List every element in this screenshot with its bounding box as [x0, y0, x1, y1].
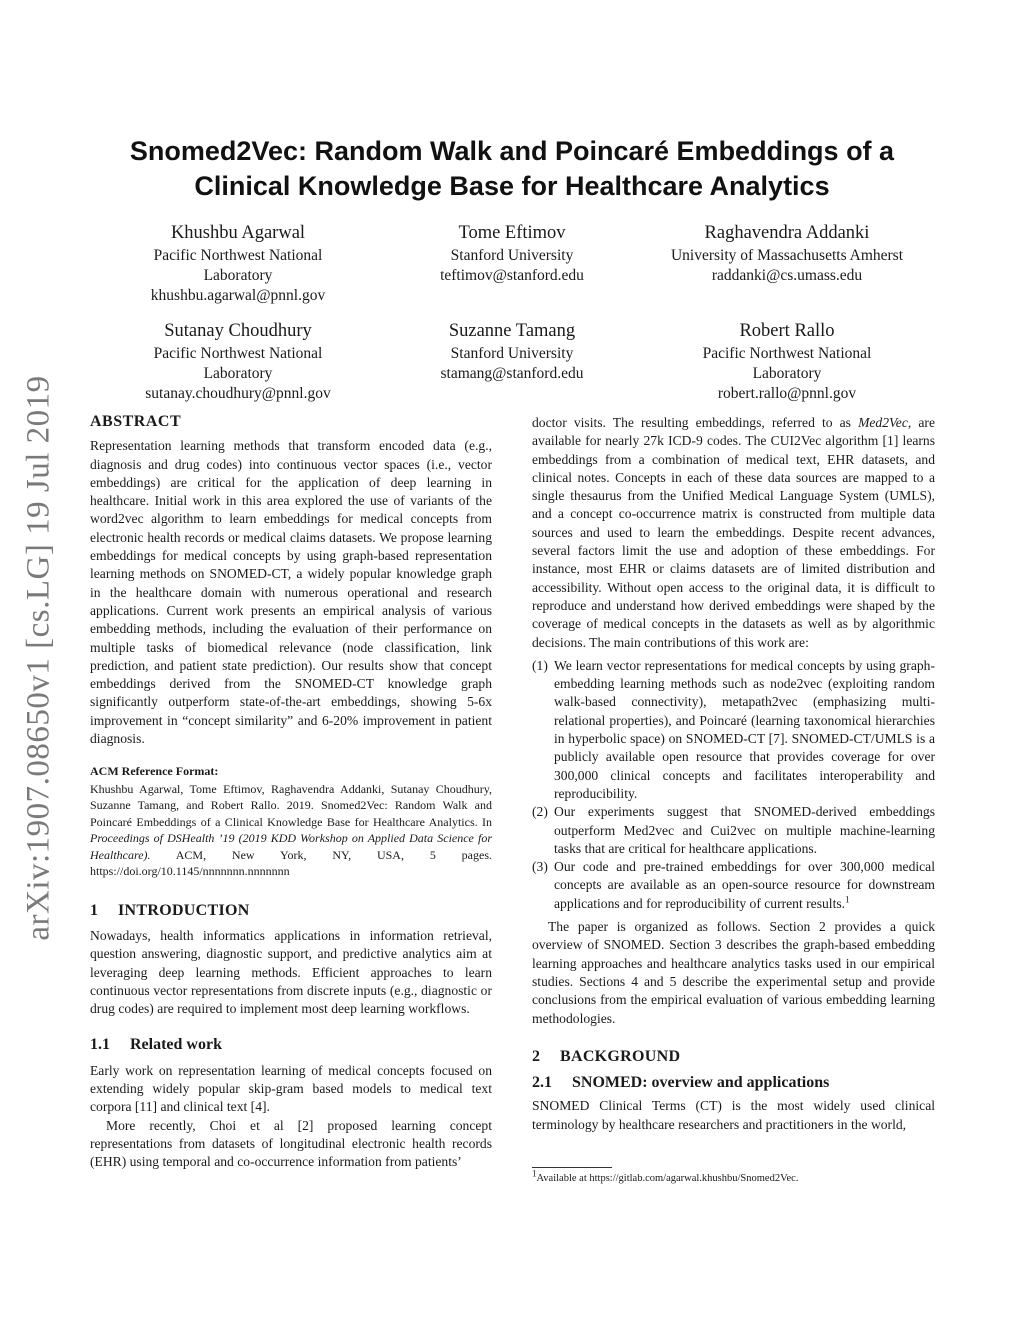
- title-line-1: Snomed2Vec: Random Walk and Poincaré Embeddings of a: [129, 136, 895, 166]
- list-item: [532, 803, 935, 858]
- author-affiliation: Pacific Northwest National: [153, 345, 323, 362]
- section-heading-introduction: [90, 902, 492, 920]
- author-name: Khushbu Agarwal: [170, 223, 306, 243]
- related-paragraph-2: More recently, Choi et al [2] proposed learning concept representations from datasets of longitudinal electronic health records (EHR) using temporal and co-occurrence information from patients’: [90, 1117, 492, 1170]
- footnote: [532, 1168, 799, 1184]
- author-name: Raghavendra Addanki: [704, 223, 870, 243]
- abstract-heading: ABSTRACT: [90, 413, 182, 430]
- footnote-number: 1: [532, 1168, 537, 1179]
- author-email: raddanki@cs.umass.edu: [711, 267, 863, 284]
- author-name: Sutanay Choudhury: [164, 321, 312, 341]
- author-block: [88, 318, 388, 404]
- acm-publisher-doi: ACM, New York, NY, USA, 5 pages. https://doi.org/10.1145/nnnnnnn.nnnnnnn: [90, 847, 492, 879]
- author-affiliation: University of Massachusetts Amherst: [670, 247, 904, 264]
- footnote-rule: [532, 1167, 612, 1168]
- arxiv-stamp: [14, 370, 64, 945]
- author-email: teftimov@stanford.edu: [440, 267, 584, 284]
- list-item-text: We learn vector representations for medical concepts by using graph-embedding learning methods such as node2vec (exploiting random walk-based connectivity), metapath2vec (emphasizing multi-relational properties), and Poincaré (learning taxonomical hierarchies in hyperbolic space) on SNOMED-CT [7]. SNOMED-CT/UMLS is a publicly available open resource that provides coverage for over 300,000 clinical concepts and facilitates interoperability and reproducibility.: [554, 657, 935, 801]
- list-item-text: Our code and pre-trained embeddings for over 300,000 medical concepts are available as an open-source resource for downstream applications and for reproducibility of current results.: [554, 859, 935, 911]
- paper-title: [100, 134, 924, 204]
- section-title: INTRODUCTION: [118, 901, 250, 919]
- title-line-2: Clinical Knowledge Base for Healthcare Analytics: [194, 171, 830, 201]
- med2vec-term: Med2Vec: [858, 415, 908, 430]
- author-affiliation: Laboratory: [752, 365, 822, 382]
- list-item-text: Our experiments suggest that SNOMED-derived embeddings outperform Med2vec and Cui2vec on multiple machine-learning tasks that are critical for healthcare applications.: [554, 804, 935, 856]
- list-marker: (3): [532, 859, 548, 875]
- list-item: [532, 657, 935, 803]
- author-affiliation: Stanford University: [450, 247, 574, 264]
- author-block: [362, 220, 662, 286]
- author-email: sutanay.choudhury@pnnl.gov: [145, 385, 331, 402]
- right-paragraph-1: [532, 414, 935, 652]
- author-block: [88, 220, 388, 306]
- snomed-paragraph: SNOMED Clinical Terms (CT) is the most widely used clinical terminology by healthcare researchers and practitioners in the world,: [532, 1098, 935, 1132]
- right-paragraph-1-part-a: doctor visits. The resulting embeddings, referred to as: [532, 415, 859, 430]
- subsection-heading-snomed: [532, 1074, 935, 1092]
- contributions-list: [532, 657, 935, 913]
- footnote-mark: 1: [845, 894, 850, 905]
- author-affiliation: Laboratory: [203, 365, 273, 382]
- section-title: BACKGROUND: [560, 1047, 681, 1065]
- subsection-title: Related work: [130, 1036, 222, 1054]
- author-block: [362, 318, 662, 384]
- arxiv-stamp-text: arXiv:1907.08650v1 [cs.LG] 19 Jul 2019: [20, 374, 57, 941]
- author-affiliation: Pacific Northwest National: [153, 247, 323, 264]
- organization-paragraph: The paper is organized as follows. Section 2 provides a quick overview of SNOMED. Section 3 describes the graph-based embedding learning approaches and healthcare analytics tasks used in our empirical studies. Sections 4 and 5 describe the experimental setup and provide conclusions from the empirical evaluation of various embedding learning methodologies.: [532, 919, 935, 1026]
- acm-venue: Proceedings of DSHealth ’19 (2019 KDD Workshop on Applied Data Science for Healthcare).: [90, 831, 492, 862]
- section-number: 2: [532, 1047, 541, 1065]
- right-paragraph-1-part-b: , are available for nearly 27k ICD-9 codes. The CUI2Vec algorithm [1] learns embeddings from a combination of medical text, EHR datasets, and clinical notes. Concepts in each of these data sources are mapped to a single thesaurus from the Unified Medical Language System (UMLS), and a concept co-occurrence matrix is constructed from multiple data sources and used to learn the embeddings. Despite recent advances, several factors limit the use and adoption of these embeddings. For instance, most EHR or claims datasets are of limited distribution and accessibility. Without open access to the original data, it is difficult to reproduce and understand how derived embeddings were shaped by the coverage of medical concepts in the datasets as well as by algorithmic decisions. The main contributions of this work are:: [532, 415, 935, 650]
- acm-reference-heading: ACM Reference Format:: [90, 764, 219, 779]
- subsection-heading-related-work: [90, 1036, 492, 1054]
- author-email: stamang@stanford.edu: [440, 365, 584, 382]
- author-name: Suzanne Tamang: [448, 321, 576, 341]
- abstract-text: Representation learning methods that transform encoded data (e.g., diagnosis and drug codes) into continuous vector spaces (i.e., vector embeddings) are critical for the application of deep learning in healthcare. Initial work in this area explored the use of variants of the word2vec algorithm to learn embeddings for medical concepts from electronic health records or medical claims datasets. We propose learning embeddings for medical concepts by using graph-based representation learning methods on SNOMED-CT, a widely popular knowledge graph in the healthcare domain with numerous operational and research applications. Current work presents an empirical analysis of various embedding methods, including the evaluation of their performance on multiple tasks of biomedical relevance (node classification, link prediction, and patient state prediction). Our results show that concept embeddings derived from the SNOMED-CT knowledge graph significantly outperform state-of-the-art embeddings, showing 5-6x improvement in “concept similarity” and 6-20% improvement in patient diagnosis.: [90, 438, 492, 747]
- acm-reference-text: [90, 781, 492, 880]
- left-column: [90, 413, 492, 1172]
- list-item: [532, 858, 935, 913]
- list-marker: (2): [532, 804, 548, 820]
- subsection-number: 1.1: [90, 1036, 110, 1054]
- subsection-number: 2.1: [532, 1074, 552, 1092]
- author-block: [637, 318, 937, 404]
- section-heading-background: [532, 1048, 935, 1066]
- list-marker: (1): [532, 657, 548, 673]
- author-block: [637, 220, 937, 286]
- author-name: Tome Eftimov: [458, 223, 566, 243]
- author-affiliation: Laboratory: [203, 267, 273, 284]
- section-number: 1: [90, 901, 99, 919]
- author-email: khushbu.agarwal@pnnl.gov: [150, 287, 326, 304]
- author-email: robert.rallo@pnnl.gov: [717, 385, 857, 402]
- author-affiliation: Pacific Northwest National: [702, 345, 872, 362]
- author-affiliation: Stanford University: [450, 345, 574, 362]
- related-paragraph-1: Early work on representation learning of medical concepts focused on extending widely popular skip-gram based models to medical text corpora [11] and clinical text [4].: [90, 1062, 492, 1115]
- author-name: Robert Rallo: [739, 321, 835, 341]
- subsection-title: SNOMED: overview and applications: [572, 1074, 830, 1092]
- footnote-text: Available at https://gitlab.com/agarwal.khushbu/Snomed2Vec.: [536, 1173, 799, 1184]
- acm-citation: Khushbu Agarwal, Tome Eftimov, Raghavendra Addanki, Sutanay Choudhury, Suzanne Tamang, and Robert Rallo. 2019. Snomed2Vec: Random Walk and Poincaré Embeddings of a Clinical Knowledge Base for Healthcare Analytics. In: [90, 781, 492, 829]
- intro-paragraph: Nowadays, health informatics applications in information retrieval, question answering, diagnostic support, and predictive analytics aim at leveraging deep learning methods. Efficient approaches to learn continuous vector representations from discrete inputs (e.g., diagnostic or drug codes) are required to implement most deep learning workflows.: [90, 927, 492, 1017]
- right-column: [532, 414, 935, 1134]
